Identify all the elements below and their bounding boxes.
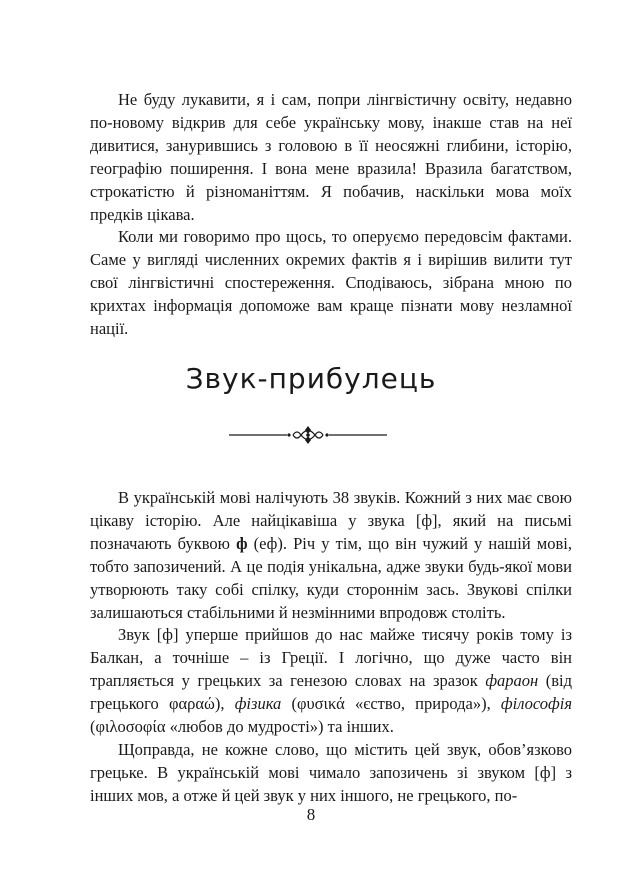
intro-section <box>90 89 572 341</box>
decorative-divider-icon <box>227 424 389 446</box>
body-paragraph-2: Звук [ф] уперше прийшов до нас майже тисячу років тому із Балкан, а точніше – із Греції. І логічно, що дуже часто він трапляється у грецьких за генезою словах на зразок фараон (від грецького φαραώ), фізика (φυσικά «єство, природа»), філософія (φιλοσοφία «любов до мудрості») та інших. <box>90 625 573 737</box>
term-fizyka: фізика <box>234 694 282 714</box>
page-number: 8 <box>306 805 316 824</box>
body-paragraph-1: В українській мові налічують 38 звуків. Кожний з них має свою цікаву історію. Але найцікавіша у звука [ф], який на письмі позначають буквою ф (еф). Річ у тім, що він чужий у нашій мові, тобто запозичений. А це подія унікальна, адже звуки будь-якої мови утворюють таку собі спілку, куди стороннім зась. Звукові спілки залишаються стабільними й незмінними впродовж століть. <box>90 488 572 622</box>
body-paragraph-3: Щоправда, не кожне слово, що містить цей звук, обов’язково грецьке. В українській мові чимало запозичень зі звуком [ф] з інших мов, а отже й цей звук у них іншого, не грецького, по- <box>90 739 572 805</box>
intro-paragraph-2: Коли ми говоримо про щось, то оперуємо передовсім фактами. Саме у вигляді численних окремих фактів я і вирішив вилити тут свої лінгвістичні спостереження. Сподіваюсь, зібрана мною по крихтах інформація допоможе вам краще пізнати мову незламної нації. <box>90 227 572 339</box>
body-section <box>90 487 572 808</box>
letter-ef: ф <box>236 533 248 553</box>
intro-paragraph-1: Не буду лукавити, я і сам, попри лінгвістичну освіту, недавно по-новому відкрив для себе українську мову, інакше став на неї дивитися, занурившись з головою в її неосяжні глибини, історію, географію поширення. І вона мене вразила! Вразила багатством, строкатістю й різноманіттям. Я побачив, наскільки мова моїх предків цікава. <box>90 90 572 224</box>
term-faraon: фараон <box>485 671 539 691</box>
term-filosofiia: філософія <box>500 694 572 714</box>
section-heading: Звук-прибулець <box>185 362 437 395</box>
